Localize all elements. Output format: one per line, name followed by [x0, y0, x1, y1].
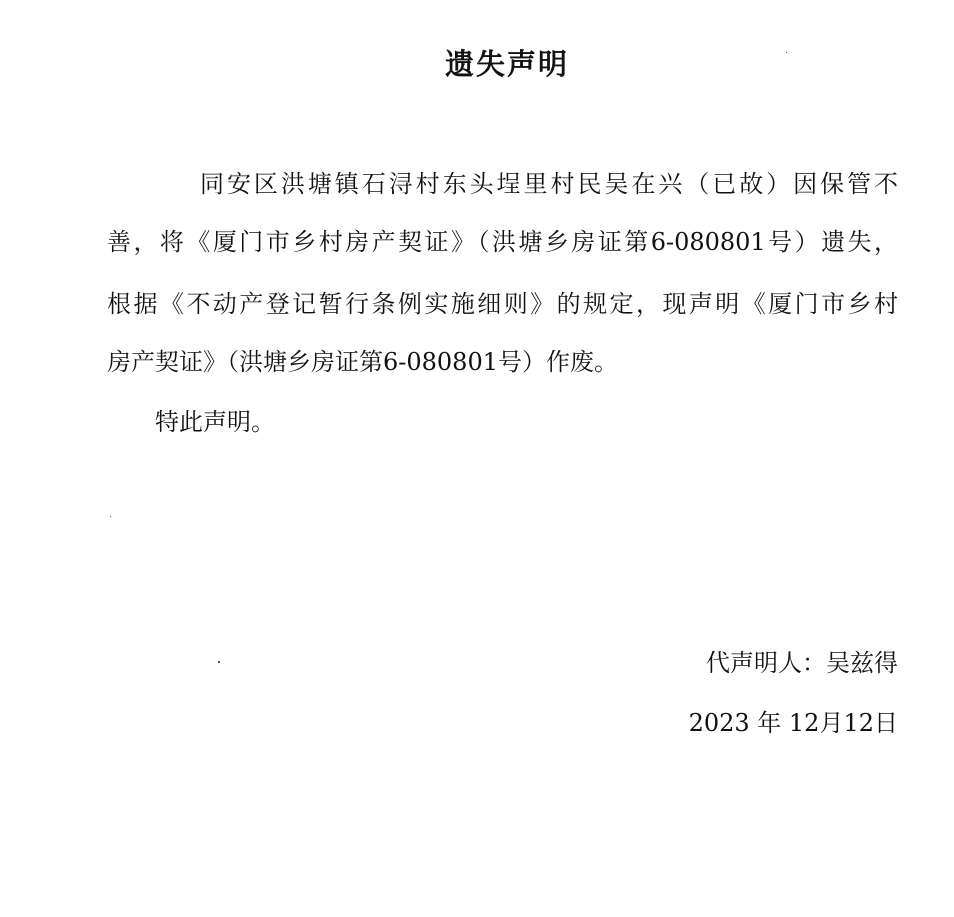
body-line: 根据《不动产登记暂行条例实施细则》的规定，现声明《厦门市乡村 — [107, 290, 898, 318]
closing-line: 特此声明。 — [155, 408, 275, 436]
scan-speck — [786, 52, 787, 53]
scan-speck — [218, 661, 220, 663]
date-line: 2023 年 12月12日 — [688, 709, 898, 737]
document-title: 遗失声明 — [444, 47, 569, 81]
scan-speck — [110, 516, 111, 517]
signer-line: 代声明人：吴兹得 — [706, 649, 898, 677]
body-line: 房产契证》（洪塘乡房证第6-080801号）作废。 — [107, 348, 618, 376]
body-line: 同安区洪塘镇石浔村东头埕里村民吴在兴（已故）因保管不 — [200, 170, 898, 198]
body-line: 善，将《厦门市乡村房产契证》（洪塘乡房证第6-080801号）遗失， — [107, 228, 898, 256]
